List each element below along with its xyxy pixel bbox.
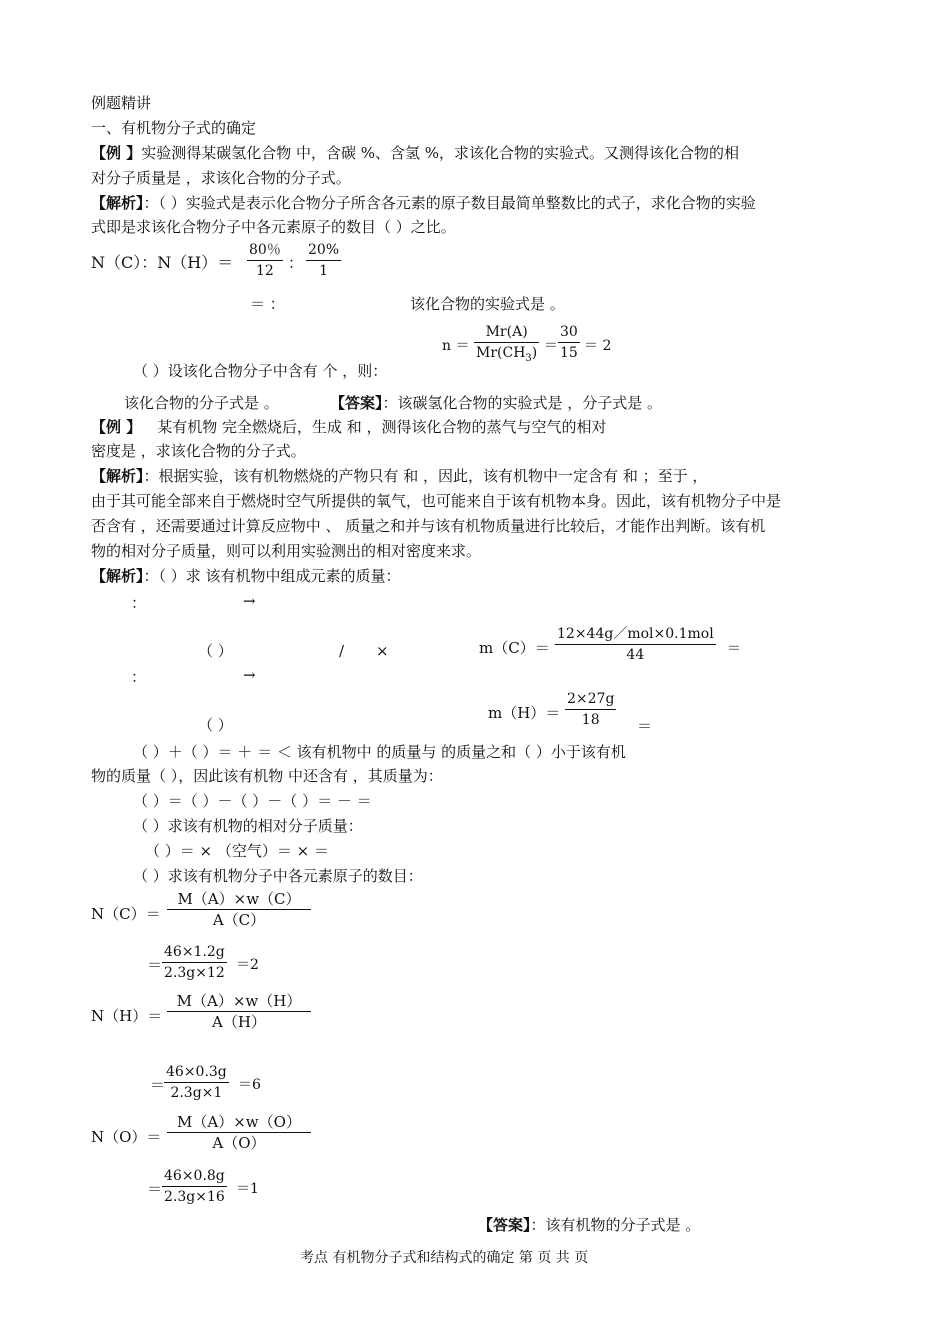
answer-tag: 【答案】 <box>330 394 383 412</box>
frac-den: 2.3g×12 <box>164 965 225 981</box>
times: × <box>376 642 389 660</box>
example2-line2: 密度是 ，求该化合物的分子式。 <box>91 442 306 460</box>
nc-result: ＝2 <box>236 957 259 973</box>
example2-text: 某有机物 完全燃烧后，生成 和 ，测得该化合物的蒸气与空气的相对 <box>157 418 607 436</box>
frac-num: 46×0.3g <box>164 1062 229 1083</box>
frac-den: 44 <box>626 647 645 663</box>
mh-label: m（H）＝ <box>488 704 561 722</box>
n-result: ＝ 2 <box>584 338 612 354</box>
fraction-carbon <box>247 240 283 281</box>
analysis3-text: ：（ ）求 该有机物中组成元素的质量： <box>143 567 401 585</box>
nc-label: N（C）＝ <box>91 905 161 923</box>
empirical-formula-text: 该化合物的实验式是 。 <box>410 295 565 313</box>
equals-lead: ＝ <box>147 956 163 974</box>
heading: 例题精讲 <box>91 94 152 112</box>
fraction-hydrogen <box>306 240 341 281</box>
frac-num: Mr(A) <box>474 322 539 343</box>
analysis-tag: 【解析】 <box>91 567 144 585</box>
calc-line6: （ ）求该有机物分子中各元素原子的数目： <box>133 867 423 885</box>
arrow-1: → <box>243 592 256 610</box>
frac-den: 2.3g×16 <box>164 1189 225 1205</box>
answer-text: ：该碳氢化合物的实验式是 ，分子式是 。 <box>382 394 663 412</box>
fraction-nh2 <box>164 1062 229 1103</box>
no-result: ＝1 <box>236 1181 259 1197</box>
fraction-mr <box>474 322 539 365</box>
frac-den: A（O） <box>212 1134 266 1152</box>
analysis1-line1 <box>91 192 756 214</box>
fraction-nc2 <box>162 942 227 983</box>
frac-num: 46×0.8g <box>162 1166 227 1187</box>
frac-num: 30 <box>558 322 580 343</box>
frac-den: $Mr(CH_3)$ <box>476 345 538 364</box>
example1-line1 <box>91 142 739 164</box>
frac-num: 20% <box>306 240 341 261</box>
calc-line5: （ ）＝ × （空气）＝ × ＝ <box>145 842 329 860</box>
fraction-mc <box>555 624 716 665</box>
example-tag: 【例 】 <box>91 418 142 436</box>
frac-num: M（A）×w（H） <box>167 991 311 1012</box>
fraction-nc <box>167 889 311 930</box>
equals-lead: ＝ <box>147 1180 163 1198</box>
nh-result: ＝6 <box>238 1077 261 1093</box>
mh-equals: ＝ <box>637 717 653 735</box>
answer1 <box>330 392 662 414</box>
example-tag: 【例 】 <box>91 144 142 162</box>
ratio-label: N（C）：N（H）＝ <box>91 253 234 272</box>
frac-num: M（A）×w（O） <box>167 1112 311 1133</box>
no-label: N（O）＝ <box>91 1128 162 1146</box>
fraction-no2 <box>162 1166 227 1207</box>
colon-1: ： <box>131 594 147 612</box>
answer-tag: 【答案】 <box>478 1216 531 1234</box>
page-footer: 考点 有机物分子式和结构式的确定 第 页 共 页 <box>300 1250 589 1266</box>
ratio-equals: ＝ ： <box>250 295 285 313</box>
analysis1-line2: 式即是求该化合物分子中各元素原子的数目（ ）之比。 <box>91 218 456 236</box>
answer-text: ：该有机物的分子式是 。 <box>530 1216 701 1234</box>
frac-num: M（A）×w（C） <box>167 889 311 910</box>
example1-text: 实验测得某碳氢化合物 中，含碳 %、含氢 %，求该化合物的实验式。又测得该化合物的相 <box>141 144 740 162</box>
mc-equals: ＝ <box>727 641 741 657</box>
analysis2-line2: 由于其可能全部来自于燃烧时空气所提供的氧气，也可能来自于该有机物本身。因此，该有机物分子中是 <box>91 492 782 510</box>
calc-line1: （ ）＋（ ）＝ ＋ ＝ ＜ 该有机物中 的质量与 的质量之和（ ）小于该有机 <box>133 743 626 761</box>
frac-den: A（C） <box>212 911 266 929</box>
paren-1: （ ） <box>198 642 233 660</box>
answer2 <box>478 1214 700 1236</box>
frac-num: 12×44g／mol×0.1mol <box>555 624 716 645</box>
frac-den: 12 <box>256 263 274 279</box>
calc-line3: （ ）＝（ ）－（ ）－（ ）＝ － ＝ <box>133 792 372 810</box>
analysis3-line1 <box>91 565 401 587</box>
calc-line2: 物的质量（ ），因此该有机物 中还含有 ，其质量为： <box>91 767 443 785</box>
calc-line4: （ ）求该有机物的相对分子质量： <box>133 817 363 835</box>
equals-lead: ＝ <box>150 1076 166 1094</box>
fraction-mh <box>565 689 616 730</box>
molecular-formula-text: 该化合物的分子式是 。 <box>124 394 279 412</box>
analysis-tag: 【解析】 <box>91 467 144 485</box>
frac-num: 46×1.2g <box>162 942 227 963</box>
example1-line2: 对分子质量是 ，求该化合物的分子式。 <box>91 169 351 187</box>
arrow-2: → <box>243 666 256 684</box>
step2-text: （ ）设该化合物分子中含有 个 ，则： <box>133 362 388 380</box>
frac-num: 80％ <box>247 240 283 261</box>
n-label: n ＝ <box>442 338 470 354</box>
n-equals: ＝ <box>544 338 558 354</box>
paren-2: （ ） <box>198 716 233 734</box>
analysis-tag: 【解析】 <box>91 194 144 212</box>
analysis2-line3: 否含有 ，还需要通过计算反应物中 、 质量之和并与该有机物质量进行比较后，才能作出判断。该有机 <box>91 517 766 535</box>
frac-den: A（H） <box>212 1013 266 1031</box>
colon-2: ： <box>131 668 147 686</box>
analysis2-line1 <box>91 465 707 487</box>
analysis2-line4: 物的相对分子质量，则可以利用实验测出的相对密度来求。 <box>91 542 482 560</box>
slash: / <box>339 642 345 660</box>
ratio-colon: ： <box>288 254 304 272</box>
section-title: 一、有机物分子式的确定 <box>91 119 257 137</box>
frac-den: 18 <box>581 712 600 728</box>
frac-den: 15 <box>560 345 578 361</box>
fraction-nh <box>167 991 311 1032</box>
frac-num: 2×27g <box>565 689 616 710</box>
frac-den: 2.3g×1 <box>170 1085 223 1101</box>
fraction-no <box>167 1112 311 1153</box>
example2-line1 <box>91 416 607 438</box>
analysis2-text: ：根据实验，该有机物燃烧的产物只有 和 ，因此，该有机物中一定含有 和 ；至于 ， <box>143 467 708 485</box>
mc-label: m（C）＝ <box>479 639 550 657</box>
fraction-30-15 <box>558 322 580 363</box>
analysis1-text: ：（ ）实验式是表示化合物分子所含各元素的原子数目最简单整数比的式子，求化合物的实验 <box>143 194 756 212</box>
frac-den: 1 <box>319 263 329 279</box>
nh-label: N（H）＝ <box>91 1007 163 1025</box>
